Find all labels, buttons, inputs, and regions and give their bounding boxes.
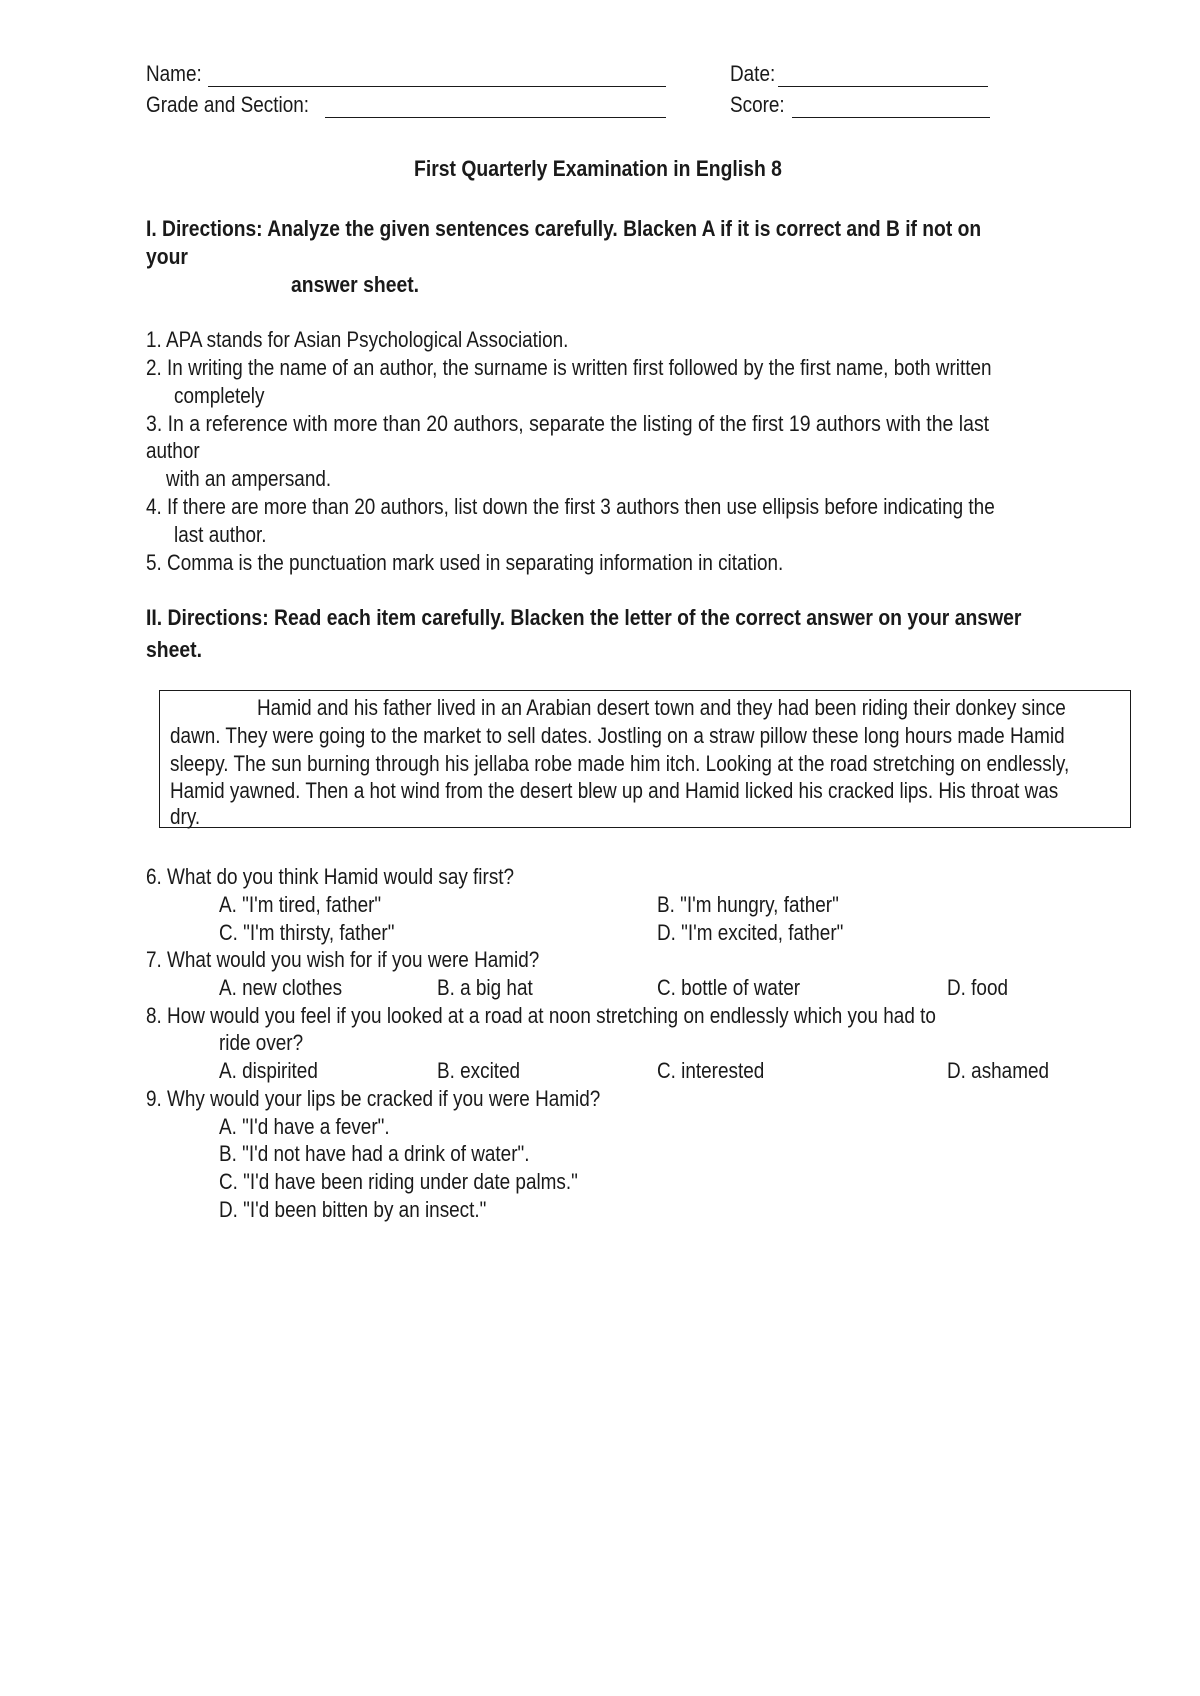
q8-choice-c[interactable]: C. interested — [657, 1058, 765, 1083]
q8-choice-a[interactable]: A. dispirited — [219, 1058, 318, 1083]
item-4-cont: last author. — [174, 522, 267, 547]
q9-choice-d[interactable]: D. "I'd been bitten by an insect." — [219, 1197, 487, 1222]
reading-passage-box — [159, 690, 1131, 828]
item-5: 5. Comma is the punctuation mark used in separating information in citation. — [146, 550, 784, 575]
passage-line: sleepy. The sun burning through his jellaba robe made him itch. Looking at the road stretching on endlessly, — [170, 751, 1070, 776]
item-3-cont: author — [146, 438, 200, 463]
part1-directions-cont: answer sheet. — [291, 272, 420, 297]
question-9: 9. Why would your lips be cracked if you were Hamid? — [146, 1086, 601, 1111]
q9-choice-b[interactable]: B. "I'd not have had a drink of water". — [219, 1141, 530, 1166]
exam-title: First Quarterly Examination in English 8 — [414, 156, 782, 181]
item-2-cont: completely — [174, 383, 265, 408]
item-1: 1. APA stands for Asian Psychological Association. — [146, 327, 569, 352]
date-field-line[interactable] — [778, 86, 988, 87]
score-field-line[interactable] — [792, 117, 990, 118]
item-3-cont: with an ampersand. — [166, 466, 332, 491]
question-7: 7. What would you wish for if you were Hamid? — [146, 947, 540, 972]
question-8-cont: ride over? — [219, 1030, 304, 1055]
part2-directions: II. Directions: Read each item carefully. Blacken the letter of the correct answer on your answer — [146, 605, 1022, 630]
q7-choice-a[interactable]: A. new clothes — [219, 975, 343, 1000]
q7-choice-b[interactable]: B. a big hat — [437, 975, 533, 1000]
q8-choice-b[interactable]: B. excited — [437, 1058, 521, 1083]
q8-choice-d[interactable]: D. ashamed — [947, 1058, 1050, 1083]
item-2: 2. In writing the name of an author, the surname is written first followed by the first name, both written — [146, 355, 992, 380]
q6-choice-b[interactable]: B. "I'm hungry, father" — [657, 892, 839, 917]
part1-directions-cont: your — [146, 244, 188, 269]
grade-section-field-line[interactable] — [325, 117, 666, 118]
part2-directions-cont: sheet. — [146, 637, 202, 662]
item-3: 3. In a reference with more than 20 authors, separate the listing of the first 19 authors with the last — [146, 411, 990, 436]
question-6: 6. What do you think Hamid would say first? — [146, 864, 515, 889]
q6-choice-c[interactable]: C. "I'm thirsty, father" — [219, 920, 395, 945]
question-8: 8. How would you feel if you looked at a road at noon stretching on endlessly which you had to — [146, 1003, 936, 1028]
q9-choice-a[interactable]: A. "I'd have a fever". — [219, 1114, 390, 1139]
item-4: 4. If there are more than 20 authors, list down the first 3 authors then use ellipsis before indicating the — [146, 494, 995, 519]
grade-section-label: Grade and Section: — [146, 92, 310, 117]
passage-line: dawn. They were going to the market to sell dates. Jostling on a straw pillow these long hours made Hamid — [170, 723, 1065, 748]
passage-line: Hamid and his father lived in an Arabian desert town and they had been riding their donkey since — [257, 695, 1066, 720]
name-label: Name: — [146, 61, 202, 86]
q6-choice-d[interactable]: D. "I'm excited, father" — [657, 920, 844, 945]
q7-choice-d[interactable]: D. food — [947, 975, 1009, 1000]
passage-line: Hamid yawned. Then a hot wind from the desert blew up and Hamid licked his cracked lips. His throat was — [170, 778, 1059, 803]
q7-choice-c[interactable]: C. bottle of water — [657, 975, 801, 1000]
q6-choice-a[interactable]: A. "I'm tired, father" — [219, 892, 382, 917]
part1-directions: I. Directions: Analyze the given sentences carefully. Blacken A if it is correct and B if not on — [146, 216, 982, 241]
q9-choice-c[interactable]: C. "I'd have been riding under date palms." — [219, 1169, 578, 1194]
date-label: Date: — [730, 61, 776, 86]
passage-line: dry. — [170, 804, 201, 829]
score-label: Score: — [730, 92, 785, 117]
name-field-line[interactable] — [208, 86, 666, 87]
